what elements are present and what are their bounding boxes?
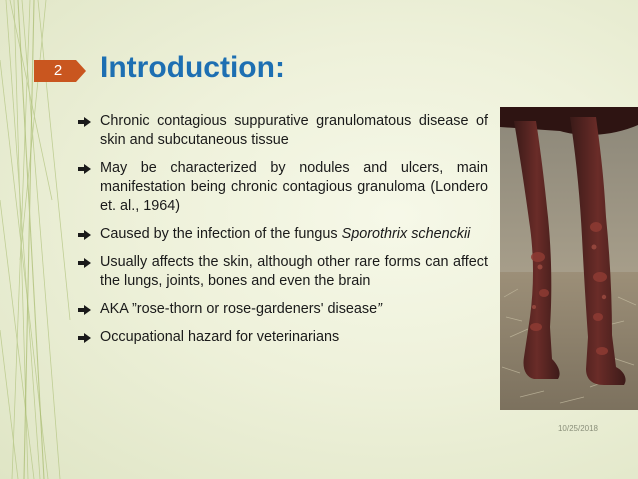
right-arrow-icon	[78, 258, 91, 268]
bullet-text: Usually affects the skin, although other rare forms can affect the lungs, joints, bones and even the brain	[100, 254, 488, 289]
bullet-text	[100, 300, 488, 319]
bullet-text-plain: Caused by the infection of the fungus	[100, 226, 342, 242]
slide-number: 2	[53, 62, 63, 79]
bullet-item	[78, 300, 488, 319]
slide-title: Introduction:	[100, 51, 285, 84]
slide-date: 10/25/2018	[557, 424, 598, 433]
slide-number-tag	[34, 60, 86, 82]
right-arrow-icon	[78, 230, 91, 240]
right-arrow-icon	[78, 164, 91, 174]
right-arrow-icon	[78, 333, 91, 343]
bullet-item	[78, 253, 488, 291]
bullet-item	[78, 159, 488, 216]
bullet-item	[78, 328, 488, 347]
bullet-item	[78, 225, 488, 244]
horse-legs-photo	[500, 107, 638, 410]
bullet-text: Occupational hazard for veterinarians	[100, 329, 340, 345]
right-arrow-icon	[78, 117, 91, 127]
right-arrow-icon	[78, 305, 91, 315]
bullet-text: Chronic contagious suppurative granulomatous disease of skin and subcutaneous tissue	[100, 113, 488, 148]
closing-quote: ”	[377, 301, 382, 317]
species-name: Sporothrix schenckii	[341, 226, 471, 242]
bullet-text-plain: AKA ”rose-thorn or rose-gardeners' disease	[100, 301, 378, 317]
bullet-list	[78, 112, 488, 356]
bullet-item	[78, 112, 488, 150]
bullet-text	[100, 225, 488, 244]
bullet-text: May be characterized by nodules and ulcers, main manifestation being chronic contagious granuloma (Londero et. al., 1964)	[100, 160, 488, 214]
